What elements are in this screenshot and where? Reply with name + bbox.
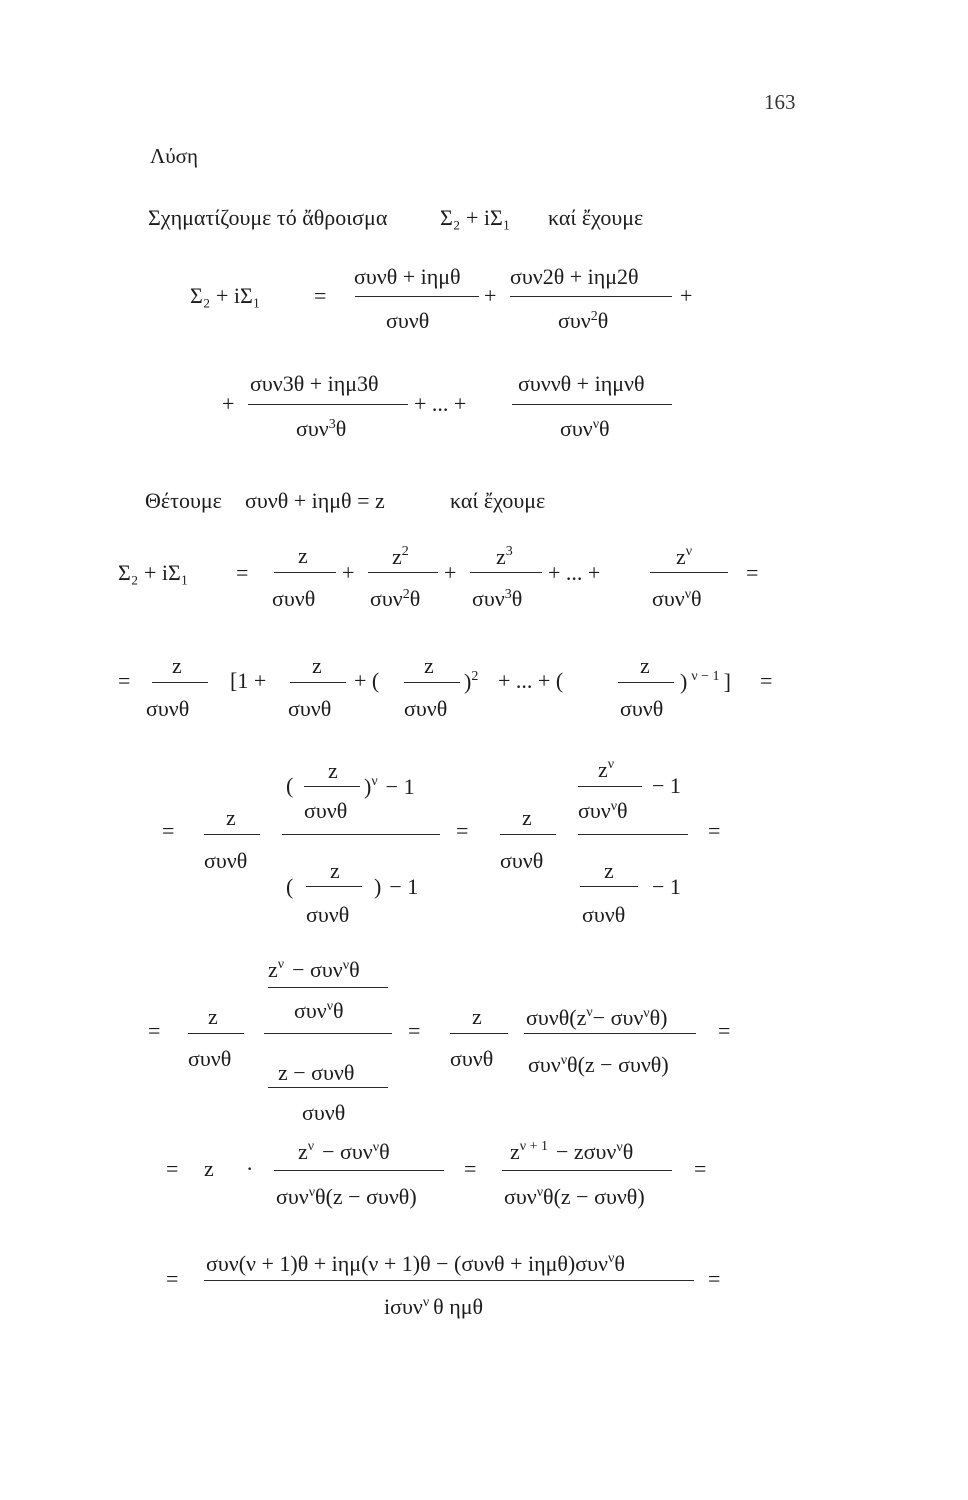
eq1-den1: συνθ bbox=[386, 308, 430, 333]
eq5-fraction-bar-left bbox=[204, 834, 260, 835]
eq6-z: z bbox=[208, 1004, 218, 1029]
eq5-inner-bar-top bbox=[304, 786, 360, 787]
eq5-paren-close-top bbox=[364, 775, 415, 798]
eq6-zv-exponent: ν bbox=[277, 957, 285, 972]
eq5-den-top-2 bbox=[578, 800, 628, 822]
eq4-num4: z bbox=[640, 653, 650, 678]
eq8-den bbox=[384, 1296, 483, 1318]
eq7-den2-exp: ν bbox=[536, 1185, 544, 1200]
eq7-num2-b: − zσυν bbox=[556, 1139, 617, 1164]
eq6-bottom-den: συνθ bbox=[302, 1100, 346, 1125]
section-heading: Λύση bbox=[150, 144, 198, 168]
eq1-equals: = bbox=[314, 283, 327, 308]
eq5-minus-one-bottom: − 1 bbox=[389, 874, 419, 899]
eq3-den3-end: θ bbox=[511, 586, 523, 611]
eq3-num1: z bbox=[298, 543, 308, 568]
eq5-den-top-inner: συνθ bbox=[304, 798, 348, 823]
eq7-fraction-bar-2 bbox=[502, 1170, 672, 1171]
eq4-fraction-bar-3 bbox=[404, 682, 460, 683]
eq7-den2-b: θ(z − συνθ) bbox=[543, 1184, 645, 1209]
eq8-den-b: θ ημθ bbox=[433, 1294, 484, 1319]
eq5-z-bottom-inner: z bbox=[330, 858, 340, 883]
eq6-rhs-den-exp: ν bbox=[560, 1053, 568, 1068]
eq6-rhs-bar bbox=[524, 1033, 696, 1034]
eq3-denv-exponent: ν bbox=[684, 587, 692, 602]
eq8-num-exp: ν bbox=[607, 1251, 615, 1266]
eq7-den2 bbox=[504, 1186, 645, 1208]
eq1-trailing-plus: + bbox=[680, 283, 693, 308]
eq8-num-end: θ bbox=[614, 1251, 625, 1276]
eq6-den-left: συνθ bbox=[188, 1046, 232, 1071]
eq1-lhs: Σ₂ + iΣ₁ bbox=[190, 283, 261, 308]
eq3-numv-exponent: ν bbox=[685, 544, 693, 559]
intro-text: Σχηματίζουμε τό ἄθροισμα bbox=[148, 205, 388, 230]
eq8-num-main: συν(ν + 1)θ + iημ(ν + 1)θ − (συνθ + iημθ)συν bbox=[206, 1251, 608, 1276]
eq5-minus-one-top: − 1 bbox=[385, 774, 415, 799]
eq6-top-den-end: θ bbox=[333, 998, 344, 1023]
eq7-num2-c: θ bbox=[622, 1139, 634, 1164]
eq6-den-mid: συνθ bbox=[450, 1046, 494, 1071]
eq6-fraction-bar-mid bbox=[450, 1033, 508, 1034]
eq1-den2-end: θ bbox=[597, 308, 609, 333]
eq5-den-left: συνθ bbox=[204, 848, 248, 873]
eq1-plus: + bbox=[484, 283, 497, 308]
eq1-num1: συνθ + iημθ bbox=[354, 264, 461, 289]
eq5-trailing-equals: = bbox=[708, 818, 721, 843]
eq5-fraction-bar-mid bbox=[500, 834, 556, 835]
eq5-den-top-2-exponent: ν bbox=[610, 799, 618, 814]
eq1-den2 bbox=[558, 310, 608, 332]
eq4-den2: συνθ bbox=[288, 696, 332, 721]
eq6-syn-exponent: ν bbox=[342, 958, 350, 973]
eq7-num-exp2: ν bbox=[372, 1140, 380, 1155]
eq6-top-den bbox=[294, 1000, 344, 1022]
eq7-den2-a: συν bbox=[504, 1184, 537, 1209]
eq1-den2-base: συν bbox=[558, 308, 591, 333]
eq8-num bbox=[206, 1252, 625, 1275]
eq3-plus-1: + bbox=[342, 560, 355, 585]
eq4-close-squared bbox=[464, 670, 478, 693]
eq5-equals-2: = bbox=[456, 818, 469, 843]
eq3-den2-exponent: 2 bbox=[402, 587, 410, 602]
eq7-den-b: θ(z − συνθ) bbox=[315, 1184, 417, 1209]
eq6-top-den-base: συν bbox=[294, 998, 327, 1023]
eq7-den bbox=[276, 1186, 417, 1208]
eq5-inner-bar-top-2 bbox=[578, 786, 642, 787]
eq3-den3-exponent: 3 bbox=[504, 587, 512, 602]
eq2-denv-exponent: ν bbox=[592, 417, 600, 432]
eq6-equals-2: = bbox=[408, 1018, 421, 1043]
eq2-denv-end: θ bbox=[599, 416, 610, 441]
eq2-den3-end: θ bbox=[335, 416, 347, 441]
eq7-fraction-bar-1 bbox=[274, 1170, 444, 1171]
eq4-num1: z bbox=[172, 653, 182, 678]
eq6-equals-1: = bbox=[148, 1018, 161, 1043]
eq6-zv-base: z bbox=[268, 957, 278, 982]
eq7-num2-exp2: ν bbox=[616, 1140, 623, 1155]
eq7-num2-a: z bbox=[510, 1139, 520, 1164]
eq7-num-c: θ bbox=[379, 1139, 390, 1164]
eq5-z: z bbox=[226, 805, 236, 830]
eq5-minus-one-bottom-2: − 1 bbox=[652, 874, 681, 899]
eq5-paren-open-bottom: ( bbox=[286, 874, 294, 899]
eq6-rhs-num-exp2: ν bbox=[643, 1006, 650, 1021]
eq4-den4: συνθ bbox=[620, 696, 664, 721]
eq5-zv-exponent: ν bbox=[607, 757, 615, 772]
eq3-plus-2: + bbox=[444, 560, 457, 585]
eq7-num-b: − συν bbox=[322, 1139, 373, 1164]
eq6-main-bar bbox=[264, 1033, 392, 1034]
eq8-fraction-bar bbox=[204, 1280, 694, 1281]
eq5-paren-close-bottom bbox=[374, 876, 418, 898]
eq5-den-mid: συνθ bbox=[500, 848, 544, 873]
eq3-den3-base: συν bbox=[472, 586, 505, 611]
eq6-top-den-exponent: ν bbox=[326, 999, 334, 1014]
eq6-trailing-equals: = bbox=[718, 1018, 731, 1043]
eq3-denv-end: θ bbox=[691, 586, 702, 611]
eq5-main-bar-1 bbox=[282, 834, 440, 835]
eq3-den2-end: θ bbox=[409, 586, 421, 611]
eq6-rhs-den bbox=[528, 1054, 669, 1076]
eq7-num2-exp: ν + 1 bbox=[519, 1139, 548, 1154]
eq7-num bbox=[298, 1140, 390, 1163]
eq5-main-bar-2 bbox=[578, 834, 688, 835]
eq6-top-num bbox=[268, 958, 360, 981]
eq3-num2-base: z bbox=[392, 544, 402, 569]
eq4-close-bracket: ] bbox=[723, 669, 731, 694]
eq4-exponent-v-minus-1: ν − 1 bbox=[691, 669, 720, 684]
eq5-inner-bar-bottom bbox=[306, 886, 362, 887]
eq3-ellipsis: + ... + bbox=[548, 560, 601, 585]
eq6-rhs-num-b: − συν bbox=[592, 1005, 644, 1030]
eq2-num3: συν3θ + iημ3θ bbox=[250, 371, 379, 396]
intro-end: καί ἔχουμε bbox=[548, 205, 644, 230]
eq4-den1: συνθ bbox=[146, 696, 190, 721]
eq3-den1: συνθ bbox=[272, 586, 316, 611]
eq5-den-top-2-base: συν bbox=[578, 798, 611, 823]
eq3-den2-base: συν bbox=[370, 586, 403, 611]
eq3-trailing-equals: = bbox=[746, 560, 759, 585]
substitution-end: καί ἔχουμε bbox=[450, 488, 546, 513]
eq3-denv bbox=[652, 588, 702, 610]
eq7-num-a: z bbox=[298, 1139, 308, 1164]
eq2-denv bbox=[560, 418, 610, 440]
eq2-fraction-bar-3 bbox=[248, 404, 408, 405]
eq3-numv bbox=[676, 545, 692, 568]
eq4-fraction-bar-1 bbox=[152, 682, 208, 683]
intro-math: Σ₂ + iΣ₁ bbox=[440, 205, 511, 230]
eq2-den3-exponent: 3 bbox=[328, 417, 336, 432]
eq5-den-bottom-inner: συνθ bbox=[306, 902, 350, 927]
eq6-fraction-bar-left bbox=[188, 1033, 244, 1034]
eq7-z: z bbox=[204, 1156, 214, 1181]
eq4-den3: συνθ bbox=[404, 696, 448, 721]
eq2-den3-base: συν bbox=[296, 416, 329, 441]
page-number: 163 bbox=[764, 90, 796, 114]
eq4-trailing-equals: = bbox=[760, 668, 773, 693]
eq5-paren-close-2: ) bbox=[374, 874, 382, 899]
eq4-fraction-bar-2 bbox=[290, 682, 346, 683]
eq5-zv-top bbox=[598, 758, 614, 781]
eq3-fraction-bar-1 bbox=[274, 572, 336, 573]
eq1-den2-exponent: 2 bbox=[590, 309, 598, 324]
eq7-trailing-equals: = bbox=[694, 1156, 707, 1181]
eq1-num2: συν2θ + iημ2θ bbox=[510, 264, 639, 289]
eq5-den-bottom-2: συνθ bbox=[582, 902, 626, 927]
eq5-z-bottom-2: z bbox=[604, 858, 614, 883]
eq7-equals-1: = bbox=[166, 1156, 179, 1181]
eq6-minus-syn: − συν bbox=[292, 957, 343, 982]
eq2-plus: + bbox=[222, 391, 235, 416]
eq3-num3-base: z bbox=[496, 544, 506, 569]
eq5-exponent-v: ν bbox=[371, 774, 378, 789]
eq3-num2 bbox=[392, 545, 409, 568]
eq4-equals: = bbox=[118, 668, 131, 693]
eq3-num3 bbox=[496, 545, 513, 568]
eq7-den-a: συν bbox=[276, 1184, 309, 1209]
eq3-fraction-bar-2 bbox=[368, 572, 438, 573]
eq6-rhs-num-c: θ) bbox=[649, 1005, 668, 1030]
eq7-dot: · bbox=[246, 1156, 254, 1181]
eq6-top-num-end: θ bbox=[349, 957, 360, 982]
eq4-exponent-2: 2 bbox=[471, 669, 479, 684]
substitution-text: Θέτουμε bbox=[145, 488, 222, 513]
eq3-fraction-bar-3 bbox=[470, 572, 542, 573]
eq6-rhs-den-b: θ(z − συνθ) bbox=[567, 1052, 669, 1077]
eq3-den3 bbox=[472, 588, 522, 610]
eq4-close-paren: ) bbox=[464, 669, 472, 694]
eq4-plus-paren: + ( bbox=[354, 668, 380, 693]
eq2-ellipsis: + ... + bbox=[414, 391, 467, 416]
eq4-close-paren-v: ) bbox=[680, 669, 688, 694]
eq5-minus-one-top-2: − 1 bbox=[652, 773, 681, 798]
eq4-fraction-bar-4 bbox=[618, 682, 674, 683]
eq3-numv-base: z bbox=[676, 544, 686, 569]
eq2-denv-base: συν bbox=[560, 416, 593, 441]
eq3-den2 bbox=[370, 588, 420, 610]
eq2-numv: συννθ + iημνθ bbox=[518, 371, 645, 396]
eq7-num2 bbox=[510, 1140, 633, 1163]
eq7-den-exp: ν bbox=[308, 1185, 316, 1200]
eq3-fraction-bar-v bbox=[650, 572, 728, 573]
eq6-bottom-num: z − συνθ bbox=[278, 1060, 355, 1085]
eq7-equals-2: = bbox=[464, 1156, 477, 1181]
eq6-rhs-num bbox=[526, 1006, 668, 1029]
eq6-inner-bar-bottom bbox=[268, 1087, 388, 1088]
eq3-denv-base: συν bbox=[652, 586, 685, 611]
eq5-paren-open-top: ( bbox=[286, 773, 294, 798]
substitution-math: συνθ + iημθ = z bbox=[245, 488, 385, 513]
eq5-z-top-inner: z bbox=[328, 758, 338, 783]
eq8-trailing-equals: = bbox=[708, 1266, 721, 1291]
eq5-den-top-2-end: θ bbox=[617, 798, 628, 823]
eq3-lhs: Σ₂ + iΣ₁ bbox=[118, 560, 189, 585]
eq8-den-a: iσυν bbox=[384, 1294, 423, 1319]
eq6-rhs-den-a: συν bbox=[528, 1052, 561, 1077]
eq5-inner-bar-bottom-2 bbox=[580, 886, 638, 887]
eq1-fraction-bar-1 bbox=[355, 296, 479, 297]
eq4-num2: z bbox=[312, 653, 322, 678]
eq2-fraction-bar-v bbox=[512, 404, 672, 405]
eq6-z-2: z bbox=[472, 1004, 482, 1029]
eq4-num3: z bbox=[424, 653, 434, 678]
eq3-num2-exponent: 2 bbox=[401, 544, 409, 559]
eq2-den3 bbox=[296, 418, 346, 440]
eq4-close-power bbox=[680, 670, 731, 693]
eq4-ellipsis: + ... + ( bbox=[498, 668, 564, 693]
eq5-equals-1: = bbox=[162, 818, 175, 843]
eq8-equals-1: = bbox=[166, 1266, 179, 1291]
eq6-rhs-num-exp1: ν bbox=[586, 1005, 593, 1020]
eq3-equals: = bbox=[236, 560, 249, 585]
eq6-rhs-num-a: συνθ(z bbox=[526, 1005, 587, 1030]
eq5-z-2: z bbox=[522, 805, 532, 830]
eq7-num-exp1: ν bbox=[307, 1139, 315, 1154]
eq1-fraction-bar-2 bbox=[510, 296, 672, 297]
eq3-num3-exponent: 3 bbox=[505, 544, 513, 559]
eq8-den-exp: ν bbox=[422, 1295, 430, 1310]
eq6-inner-bar-top bbox=[268, 987, 388, 988]
eq5-zv-base: z bbox=[598, 757, 608, 782]
eq5-paren-close: ) bbox=[364, 774, 372, 799]
eq4-open-bracket: [1 + bbox=[230, 668, 267, 693]
